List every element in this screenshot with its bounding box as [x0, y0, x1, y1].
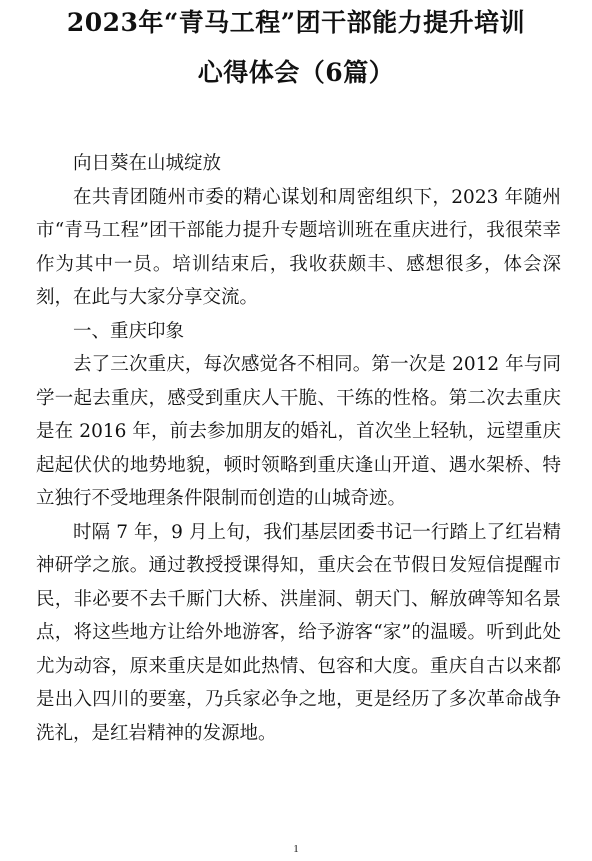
document-body: [36, 147, 561, 750]
section-heading-sunflower: 向日葵在山城绽放: [73, 153, 222, 174]
section-heading-chongqing-impression: 一、重庆印象: [73, 320, 185, 342]
body-paragraph-study-trip: 时隔 7 年，9 月上旬，我们基层团委书记一行踏上了红岩精神研学之旅。通过教授授课得知，重庆会在节假日发短信提醒市民，非必要不去千厮门大桥、洪崖洞、朝天门、解放碑等知名景点，将这些地方让给外地游客，给予游客“家”的温暖。听到此处尤为动容，原来重庆是如此热情、包容和大度。重庆自古以来都是出入四川的要塞，乃兵家必争之地，更是经历了多次革命战争洗礼，是红岩精神的发源地。: [36, 521, 561, 744]
document-title-line-2: 心得体会（6篇）: [197, 58, 395, 87]
document-title-line-1: 2023年“青马工程”团干部能力提升培训: [66, 8, 526, 37]
page-number: 1: [293, 843, 299, 855]
body-paragraph-three-visits: 去了三次重庆，每次感觉各不相同。第一次是 2012 年与同学一起去重庆，感受到重庆人干脆、干练的性格。第二次去重庆是在 2016 年，前去参加朋友的婚礼，首次坐上轻轨，远望重庆起起伏伏的地势地貌，顿时领略到重庆逢山开道、遇水架桥、特立独行不受地理条件限制而创造的山城奇迹。: [36, 354, 561, 509]
body-paragraph-intro: 在共青团随州市委的精心谋划和周密组织下，2023 年随州市“青马工程”团干部能力提升专题培训班在重庆进行，我很荣幸作为其中一员。培训结束后，我收获颇丰、感想很多，体会深刻，在此与大家分享交流。: [36, 186, 561, 308]
